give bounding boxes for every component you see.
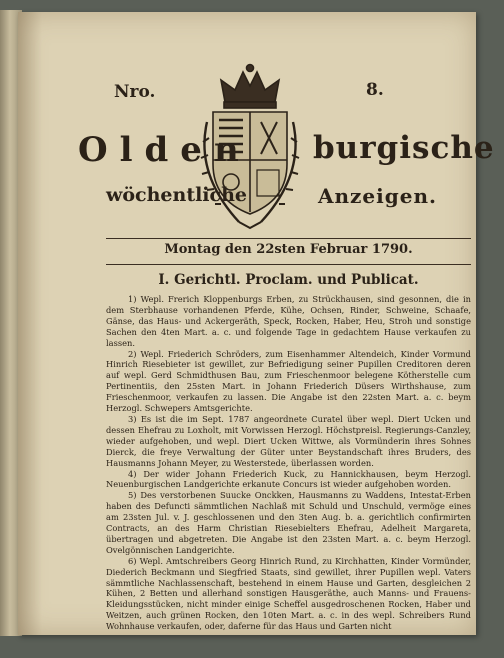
notice-paragraph: 6) Wepl. Amtschreibers Georg Hinrich Rund, zu Kirchhatten, Kinder Vormünder, Diederich Beckmann und Siegfried Staats, sind gewillet, ihrer Pupillen wepl. Vaters sämmtliche Nachlassenschaft, bestehend in einem Hause und Garten, desgleichen 2 Kühen, 2 Betten und allerhand sonstigen Hausgeräthe, auch Manns- und Frauens-Kleidungsstücken, nicht minder einige Scheffel ausgedroschenen Rocken, Haber und Weitzen, auch grünen Rocken, den 10ten Mart. a. c. in des wepl. Schreibers Rund Wohnhause verkaufen, oder, daferne für das Haus und Garten nicht <box>106 555 471 632</box>
dateline-top-rule <box>106 238 471 239</box>
newspaper-page <box>18 12 495 635</box>
masthead-subtitle-left: wöchentliche <box>106 184 247 206</box>
masthead-title-left: Olden <box>78 130 251 170</box>
notice-paragraph: 4) Der wider Johann Friederich Kuck, zu Hannickhausen, beym Herzogl. Neuenburgischen Landgerichte erkanute Concurs ist wieder aufgehoben worden. <box>106 468 471 490</box>
dateline-bottom-rule <box>106 264 471 265</box>
masthead-subtitle-right: Anzeigen. <box>318 184 437 208</box>
issue-number-label: Nro. <box>114 82 156 102</box>
notice-paragraph: 2) Wepl. Friederich Schröders, zum Eisenhammer Altendeich, Kinder Vormund Hinrich Riesebieter ist gewillet, zur Befriedigung seiner Pupillen Creditoren deren auf wepl. Gerd Schmidthusen Bau, zum Frieschenmoor belegene Kötherstelle cum Pertinentiis, den 25sten Mart. in Johann Friederich Düsers Wirthshause, zum Frieschenmoor, verkaufen zu lassen. Die Angabe ist den 22sten Mart. a. c. beym Herzogl. Schwepers Amtsgerichte. <box>106 348 471 414</box>
issue-number-value: 8. <box>366 80 384 100</box>
notice-paragraph: 1) Wepl. Frerich Kloppenburgs Erben, zu Strückhausen, sind gesonnen, die in dem Sterbhause vorhandenen Pferde, Kühe, Ochsen, Rinder, Schweine, Schaafe, Gänse, das Haus- und Ackergeräth, Speck, Rocken, Haber, Heu, Stroh und sonstige Sachen den 4ten Mart. a. c. und folgende Tage in gedachtem Hause verkaufen zu lassen. <box>106 294 471 348</box>
notice-paragraph: 3) Es ist die im Sept. 1787 angeordnete Curatel über wepl. Diert Ucken und dessen Ehefrau zu Loxholt, mit Vorwissen Herzogl. Höchstpreisl. Regierungs-Canzley, wieder aufgehoben, und wepl. Diert Ucken Wittwe, als Vormünderin ihres Sohnes Dierck, die freye Verwaltung der Güter unter Beystandschaft ihres Bruders, des Hausmanns Johann Meyer, zu Westerstede, überlassen worden. <box>106 413 471 468</box>
masthead-title-right: burgische <box>313 130 495 166</box>
article-body <box>106 294 471 632</box>
page-gutter-shadow <box>18 12 42 635</box>
issue-dateline: Montag den 22sten Februar 1790. <box>164 242 413 257</box>
notice-paragraph: 5) Des verstorbenen Suucke Onckken, Hausmanns zu Waddens, Intestat-Erben haben des Defuncti sämmtlichen Nachlaß mit Schuld und Unschuld, vermöge eines am 23sten Jul. v. J. geschlossenen und den 3ten Aug. b. a. gerichtlich confirmirten Contracts, an des Harm Christian Riesebielters Ehefrau, Adelheit Margareta, übertragen und abgetreten. Die Angabe ist den 23sten Mart. a. c. beym Herzogl. Ovelgönnischen Landgerichte. <box>106 490 471 555</box>
section-heading: I. Gerichtl. Proclam. und Publicat. <box>158 272 419 288</box>
